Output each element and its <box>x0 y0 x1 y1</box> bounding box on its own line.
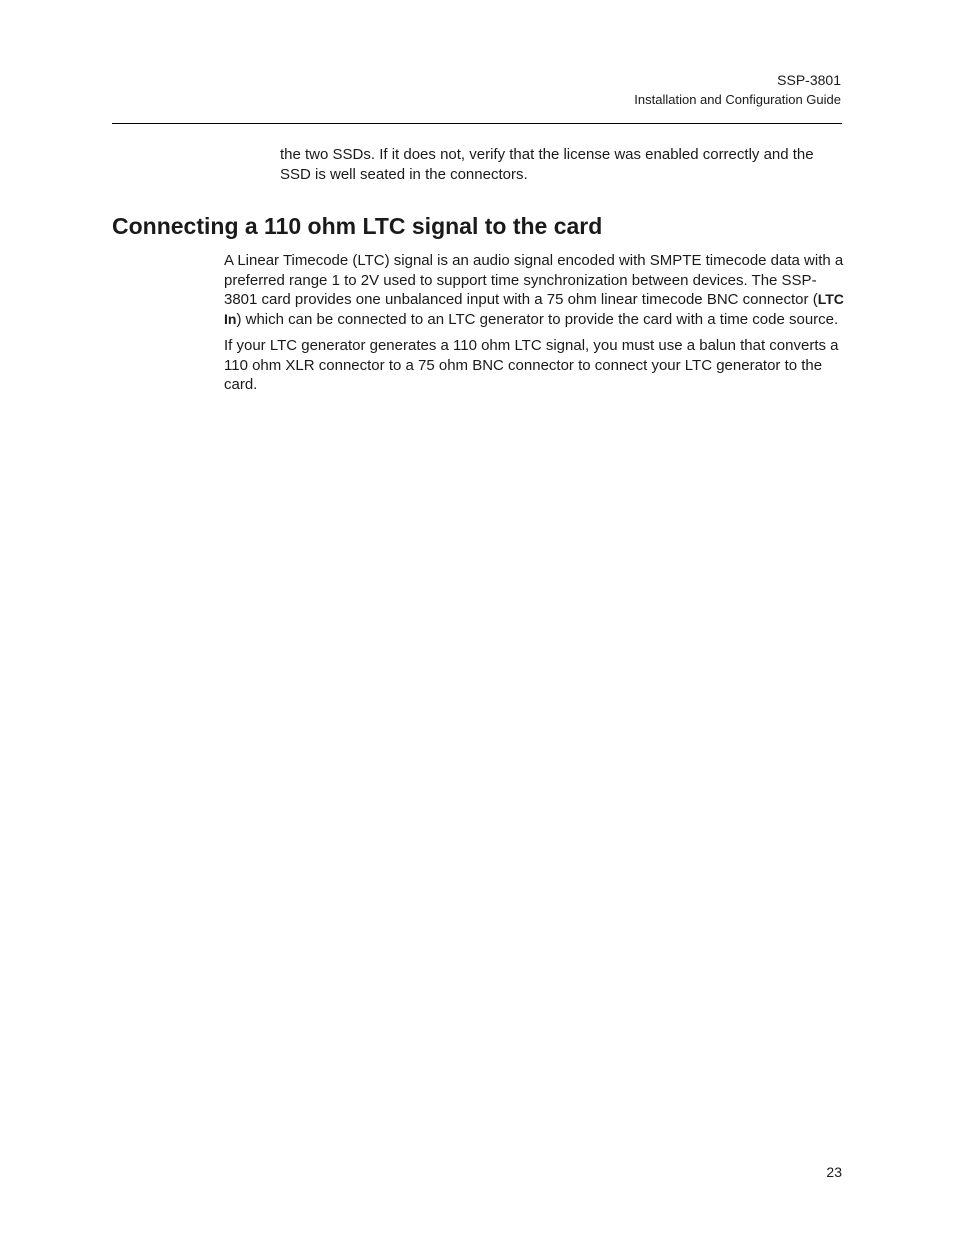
section-heading: Connecting a 110 ohm LTC signal to the card <box>112 213 603 239</box>
paragraph-text: A Linear Timecode (LTC) signal is an audio signal encoded with SMPTE timecode data with a preferred range 1 to 2V used to support time synchronization between devices. The SSP-3801 card provides one unbalanced input with a 75 ohm linear timecode BNC connector ( <box>224 252 844 308</box>
header-guide-title: Installation and Configuration Guide <box>634 92 841 107</box>
section-body <box>224 251 844 402</box>
page-number: 23 <box>826 1164 842 1180</box>
ltc-in-label: LTC In <box>224 291 844 327</box>
running-header <box>634 70 841 110</box>
paragraph-ltc-description <box>224 251 844 329</box>
paragraph-text: ) which can be connected to an LTC generator to provide the card with a time code source. <box>236 310 839 328</box>
header-divider <box>112 123 842 124</box>
continued-text: the two SSDs. If it does not, verify that the license was enabled correctly and the SSD is well seated in the connectors. <box>280 146 814 183</box>
continued-paragraph <box>280 145 840 185</box>
header-product-name: SSP-3801 <box>777 72 841 88</box>
paragraph-balun-instructions: If your LTC generator generates a 110 ohm LTC signal, you must use a balun that converts a 110 ohm XLR connector to a 75 ohm BNC connector to connect your LTC generator to the card. <box>224 337 839 393</box>
